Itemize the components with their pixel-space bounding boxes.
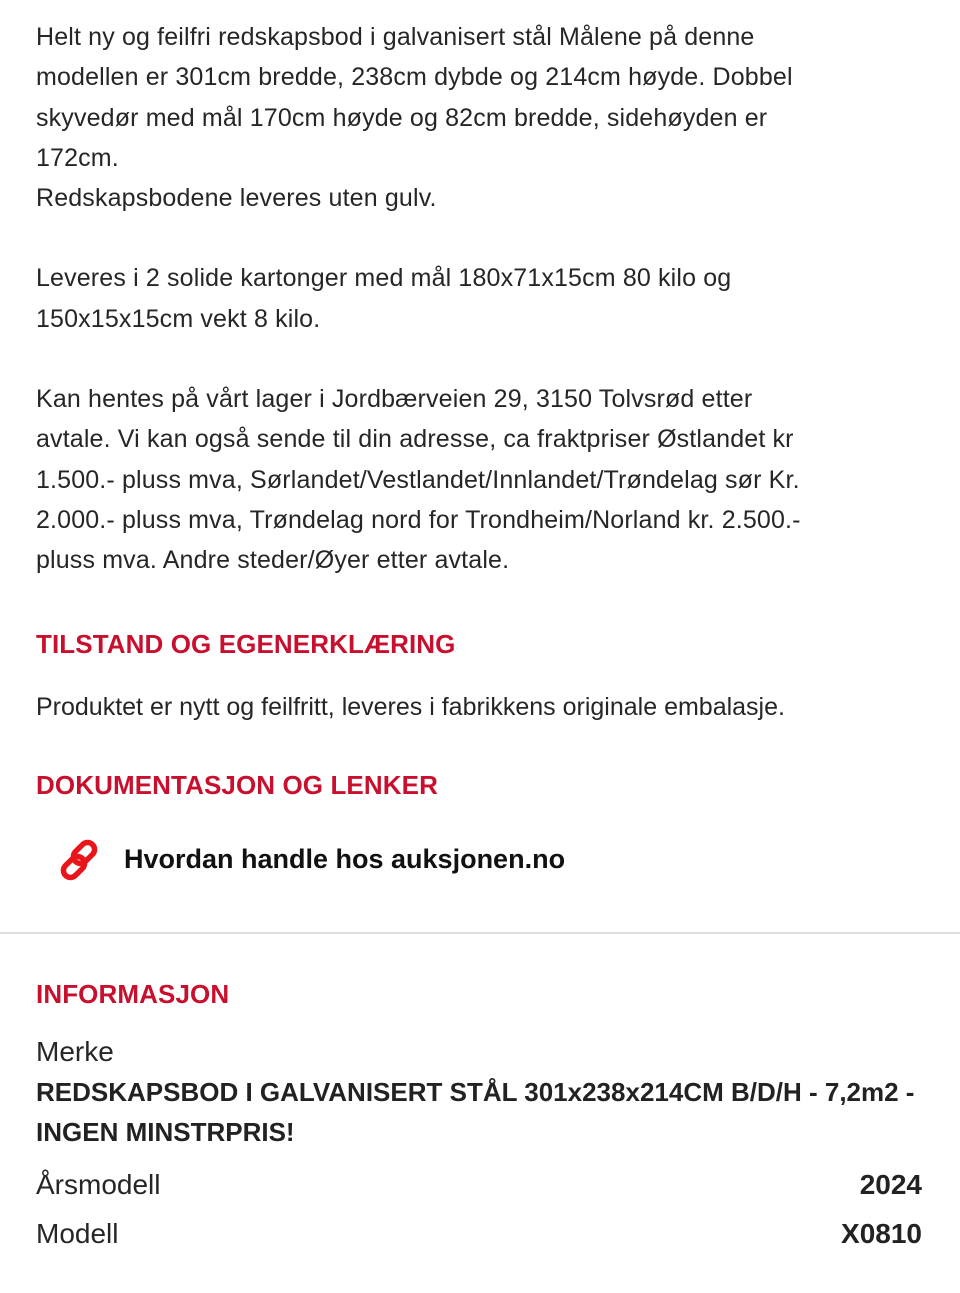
description-line: Leveres i 2 solide kartonger med mål 180x71x15cm 80 kilo og [36,264,732,293]
condition-heading: TILSTAND OG EGENERKLÆRING [36,628,456,659]
year-model-label: Årsmodell [36,1168,161,1200]
description-line: avtale. Vi kan også sende til din adresse, ca fraktpriser Østlandet kr [36,425,794,454]
how-to-buy-link[interactable] [54,835,924,885]
model-value: X0810 [841,1217,922,1249]
description-line: Redskapsbodene leveres uten gulv. [36,184,437,213]
description-line: skyvedør med mål 170cm høyde og 82cm bredde, sidehøyden er [36,103,768,132]
model-label: Modell [36,1217,119,1249]
brand-value: REDSKAPSBOD I GALVANISERT STÅL 301x238x214CM B/D/H - 7,2m2 - INGEN MINSTRPRIS! [36,1077,915,1147]
section-divider [0,932,960,934]
how-to-buy-link-label: Hvordan handle hos auksjonen.no [124,844,566,875]
description-line: 2.000.- pluss mva, Trøndelag nord for Trondheim/Norland kr. 2.500.- [36,505,801,534]
brand-label: Merke [36,1036,114,1067]
item-description [36,0,924,581]
description-line: 150x15x15cm vekt 8 kilo. [36,304,321,333]
description-paragraph-packaging [36,258,924,339]
description-paragraph-dimensions [36,17,924,218]
description-line: Kan hentes på vårt lager i Jordbærveien 29, 3150 Tolvsrød etter [36,385,753,414]
description-line: modellen er 301cm bredde, 238cm dybde og 214cm høyde. Dobbel [36,63,793,92]
link-chain-icon [54,835,106,885]
info-row-model [36,1209,922,1258]
description-line: Helt ny og feilfri redskapsbod i galvanisert stål Målene på denne [36,23,755,51]
info-row-year-model [36,1160,922,1209]
description-line: pluss mva. Andre steder/Øyer etter avtale. [36,546,510,575]
information-section [36,978,922,1258]
year-model-value: 2024 [859,1168,922,1200]
information-heading: INFORMASJON [36,979,230,1009]
condition-text: Produktet er nytt og feilfritt, leveres i fabrikkens originale embalasje. [36,692,785,721]
documentation-heading: DOKUMENTASJON OG LENKER [36,769,438,800]
description-line: 172cm. [36,143,119,172]
description-line: 1.500.- pluss mva, Sørlandet/Vestlandet/Innlandet/Trøndelag sør Kr. [36,465,800,494]
description-paragraph-shipping [36,379,924,580]
